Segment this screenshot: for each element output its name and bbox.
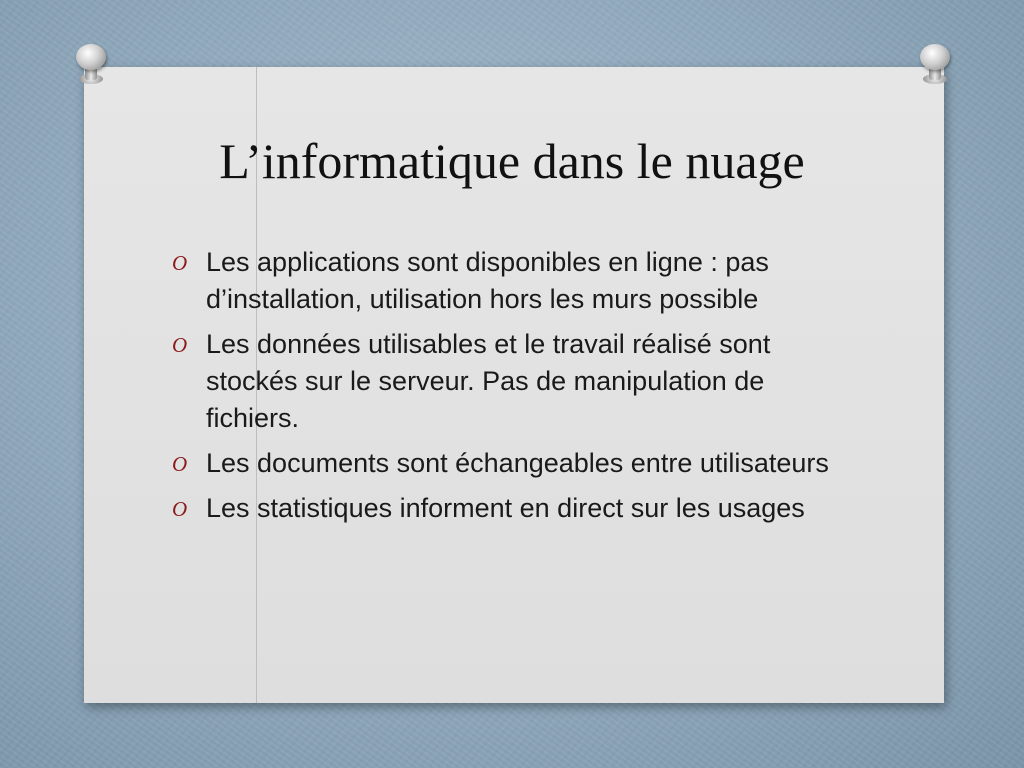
bullet-item [172,445,852,482]
bullet-item [172,244,852,318]
bullet-item [172,326,852,437]
bullet-text: Les données utilisables et le travail réalisé sont stockés sur le serveur. Pas de manipulation de fichiers. [206,329,771,433]
bullet-item [172,490,852,527]
pushpin-right-icon [920,44,950,84]
pushpin-left-icon [76,44,106,84]
bullet-text: Les documents sont échangeables entre utilisateurs [206,448,829,478]
bullet-list [172,244,852,535]
bullet-marker-icon: O [172,497,188,521]
bullet-marker-icon: O [172,333,188,357]
bullet-marker-icon: O [172,452,188,476]
bullet-marker-icon: O [172,251,188,275]
slide-title: L’informatique dans le nuage [219,133,805,189]
bullet-text: Les statistiques informent en direct sur les usages [206,493,805,523]
bullet-text: Les applications sont disponibles en ligne : pas d’installation, utilisation hors les murs possible [206,247,769,314]
